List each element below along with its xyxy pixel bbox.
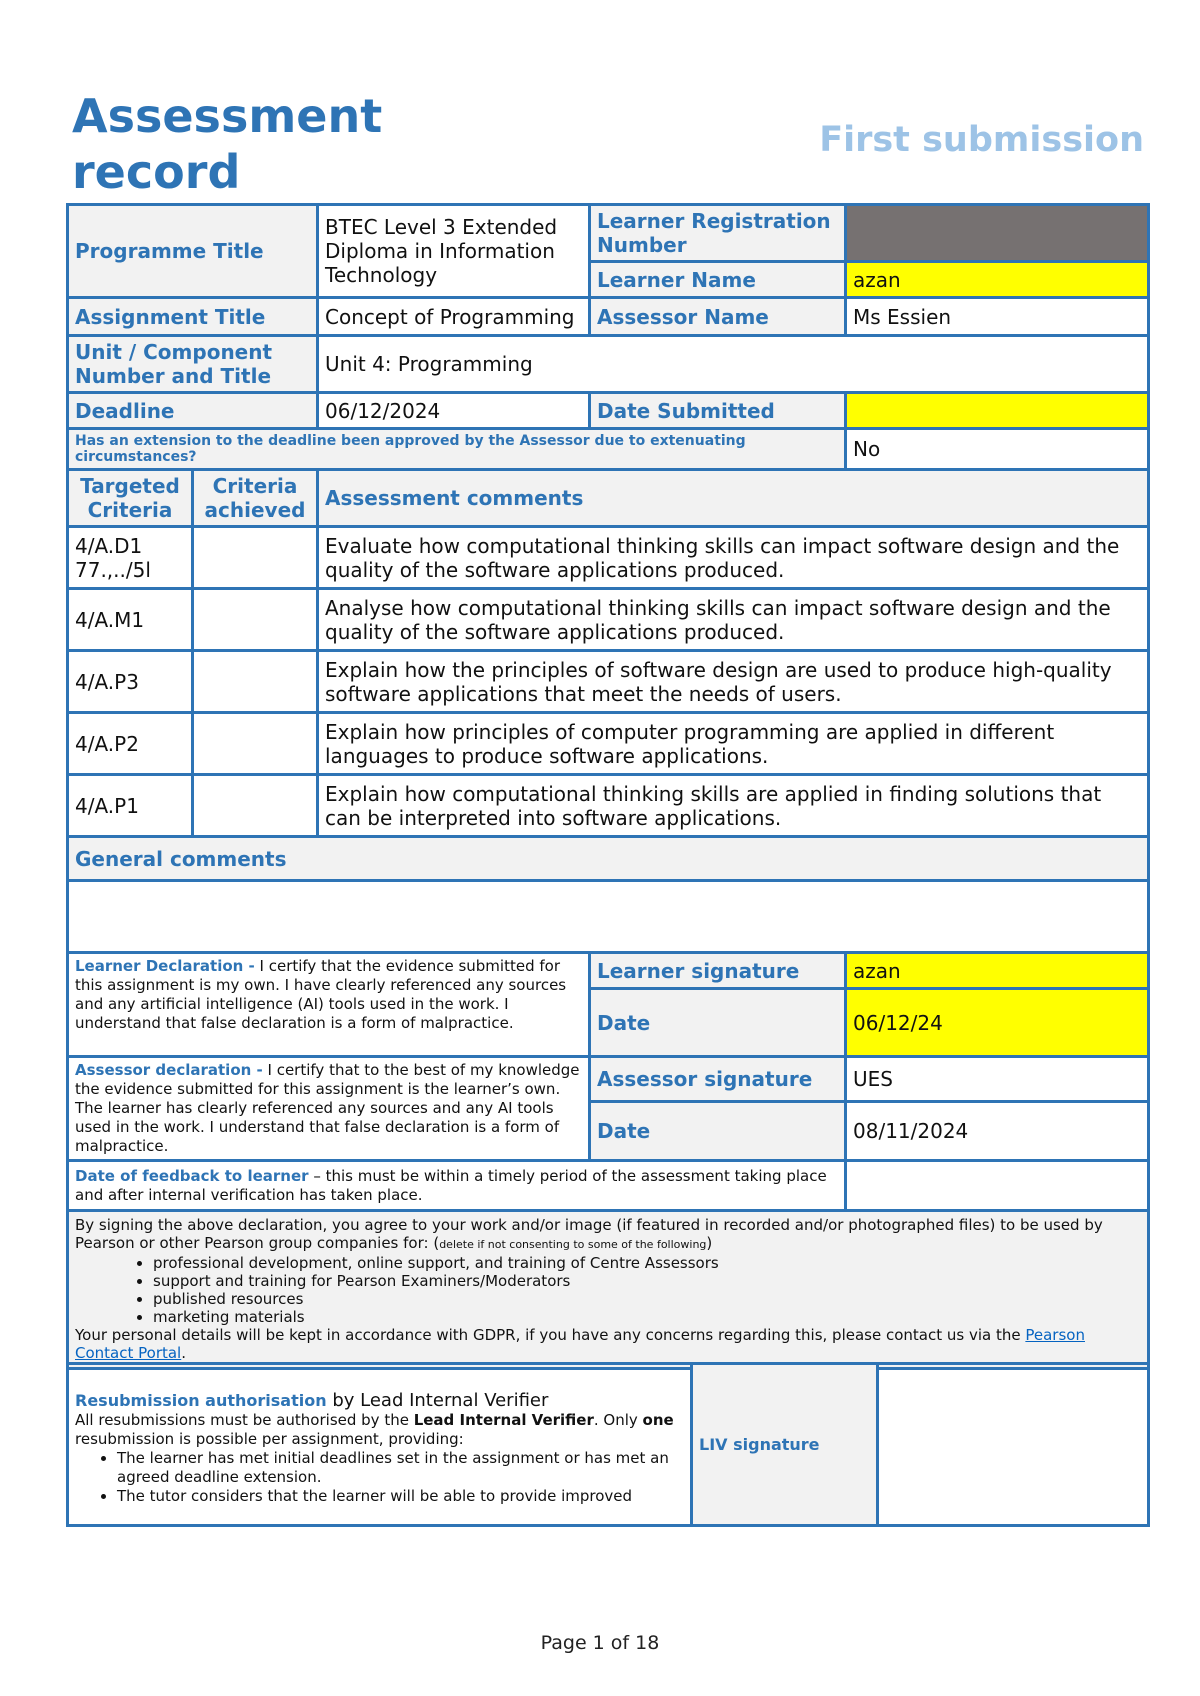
resubmission-table (66, 1362, 1150, 1527)
resubmission-item: • The learner has met initial deadlines set in the assignment or has met an agreed deadline extension. (117, 1449, 684, 1487)
programme-title-label: Programme Title (68, 205, 318, 298)
criteria-achieved-header: Criteria achieved (193, 470, 318, 527)
assessor-signature-label: Assessor signature (590, 1057, 846, 1102)
extension-value: No (846, 429, 1149, 470)
criteria-comment: Evaluate how computational thinking skills can impact software design and the quality of the software applications produced. (318, 527, 1149, 589)
feedback-date-value[interactable] (846, 1161, 1149, 1211)
learner-reg-label: Learner Registration Number (590, 205, 846, 262)
assessor-name-label: Assessor Name (590, 298, 846, 336)
criteria-code: 4/A.P1 (68, 775, 193, 837)
resubmission-line-bold: Lead Internal Verifier (413, 1411, 594, 1429)
consent-cell (68, 1211, 1149, 1369)
learner-date-label: Date (590, 989, 846, 1057)
deadline-label: Deadline (68, 393, 318, 429)
learner-declaration-label: Learner Declaration - (75, 957, 255, 975)
consent-item: • support and training for Pearson Examiners/Moderators (153, 1272, 1141, 1290)
resubmission-line-c: resubmission is possible per assignment, providing: (75, 1430, 464, 1448)
consent-intro-small: delete if not consenting to some of the following (439, 1238, 707, 1251)
criteria-comment: Explain how principles of computer programming are applied in different languages to produce software applications. (318, 713, 1149, 775)
criteria-achieved[interactable] (193, 713, 318, 775)
consent-item: • professional development, online support, and training of Centre Assessors (153, 1254, 1141, 1272)
learner-signature-value[interactable]: azan (846, 953, 1149, 989)
assessor-date-label: Date (590, 1101, 846, 1160)
assessor-declaration-label: Assessor declaration - (75, 1061, 263, 1079)
criteria-code: 4/A.P2 (68, 713, 193, 775)
assessor-declaration-text: I certify that to the best of my knowledge the evidence submitted for this assignment is the learner’s own. The learner has clearly referenced any sources and any AI tools used in the work. I understand that false declaration is a form of malpractice. (75, 1061, 580, 1155)
feedback-text: – this must be within a timely period of the assessment taking place and after internal verification has taken place. (75, 1166, 827, 1204)
assessment-table (66, 203, 1150, 1370)
resubmission-line-a: All resubmissions must be authorised by the (75, 1411, 414, 1429)
consent-item: • published resources (153, 1290, 1141, 1308)
learner-reg-value[interactable] (846, 205, 1149, 262)
unit-value: Unit 4: Programming (318, 336, 1149, 393)
assessor-date-value[interactable]: 08/11/2024 (846, 1101, 1149, 1160)
targeted-criteria-header: Targeted Criteria (68, 470, 193, 527)
criteria-code: 4/A.D1 77.,../5l (68, 527, 193, 589)
assessor-declaration (68, 1057, 590, 1161)
criteria-comment: Explain how computational thinking skills are applied in finding solutions that can be interpreted into software applications. (318, 775, 1149, 837)
assignment-title-value: Concept of Programming (318, 298, 590, 336)
feedback-cell (68, 1161, 846, 1211)
learner-declaration-text: I certify that the evidence submitted for this assignment is my own. I have clearly referenced any sources and any artificial intelligence (AI) tools used in the work. I understand that false declaration is a form of malpractice. (75, 957, 567, 1032)
unit-label: Unit / Component Number and Title (68, 336, 318, 393)
assessor-signature-value[interactable]: UES (846, 1057, 1149, 1102)
criteria-code: 4/A.P3 (68, 651, 193, 713)
liv-signature-value[interactable] (878, 1364, 1149, 1526)
resubmission-label: Resubmission authorisation (75, 1391, 327, 1410)
learner-declaration (68, 953, 590, 1057)
learner-date-value[interactable]: 06/12/24 (846, 989, 1149, 1057)
consent-item: • marketing materials (153, 1308, 1141, 1326)
consent-intro-close: ) (706, 1234, 713, 1252)
criteria-code: 4/A.M1 (68, 589, 193, 651)
criteria-achieved[interactable] (193, 589, 318, 651)
learner-name-label: Learner Name (590, 262, 846, 298)
resubmission-line-b: . Only (593, 1411, 643, 1429)
criteria-achieved[interactable] (193, 651, 318, 713)
assessor-name-value: Ms Essien (846, 298, 1149, 336)
deadline-value: 06/12/2024 (318, 393, 590, 429)
resubmission-list (75, 1449, 684, 1506)
assignment-title-label: Assignment Title (68, 298, 318, 336)
learner-name-value[interactable]: azan (846, 262, 1149, 298)
date-submitted-value[interactable] (846, 393, 1149, 429)
feedback-label: Date of feedback to learner (75, 1166, 309, 1185)
learner-signature-label: Learner signature (590, 953, 846, 989)
criteria-comment: Analyse how computational thinking skills can impact software design and the quality of the software applications produced. (318, 589, 1149, 651)
resubmission-cell (68, 1364, 692, 1526)
page-title: Assessment record (72, 89, 383, 199)
submission-type: First submission (819, 120, 1144, 160)
gdpr-end: . (181, 1344, 187, 1362)
resubmission-label-suffix: by Lead Internal Verifier (326, 1390, 549, 1411)
general-comments-label: General comments (68, 837, 1149, 881)
consent-list (75, 1254, 1141, 1326)
consent-intro: By signing the above declaration, you agree to your work and/or image (if featured in recorded and/or photographed files) to be used by Pearson or other Pearson group companies for: ( (75, 1216, 1103, 1252)
programme-title-value: BTEC Level 3 Extended Diploma in Information Technology (318, 205, 590, 298)
assessment-comments-header: Assessment comments (318, 470, 1149, 527)
date-submitted-label: Date Submitted (590, 393, 846, 429)
pearson-contact-portal-link[interactable]: Pearson Contact Portal (75, 1326, 1085, 1362)
resubmission-line-bold2: one (642, 1411, 674, 1429)
general-comments-value[interactable] (68, 881, 1149, 953)
page-number: Page 1 of 18 (540, 1632, 660, 1654)
extension-label: Has an extension to the deadline been approved by the Assessor due to extenuating circumstances? (68, 429, 846, 470)
gdpr-text: Your personal details will be kept in accordance with GDPR, if you have any concerns regarding this, please contact us via the (75, 1326, 1026, 1344)
criteria-achieved[interactable] (193, 527, 318, 589)
liv-signature-label: LIV signature (692, 1364, 878, 1526)
criteria-comment: Explain how the principles of software design are used to produce high-quality software applications that meet the needs of users. (318, 651, 1149, 713)
resubmission-item: • The tutor considers that the learner will be able to provide improved (117, 1487, 684, 1506)
criteria-achieved[interactable] (193, 775, 318, 837)
